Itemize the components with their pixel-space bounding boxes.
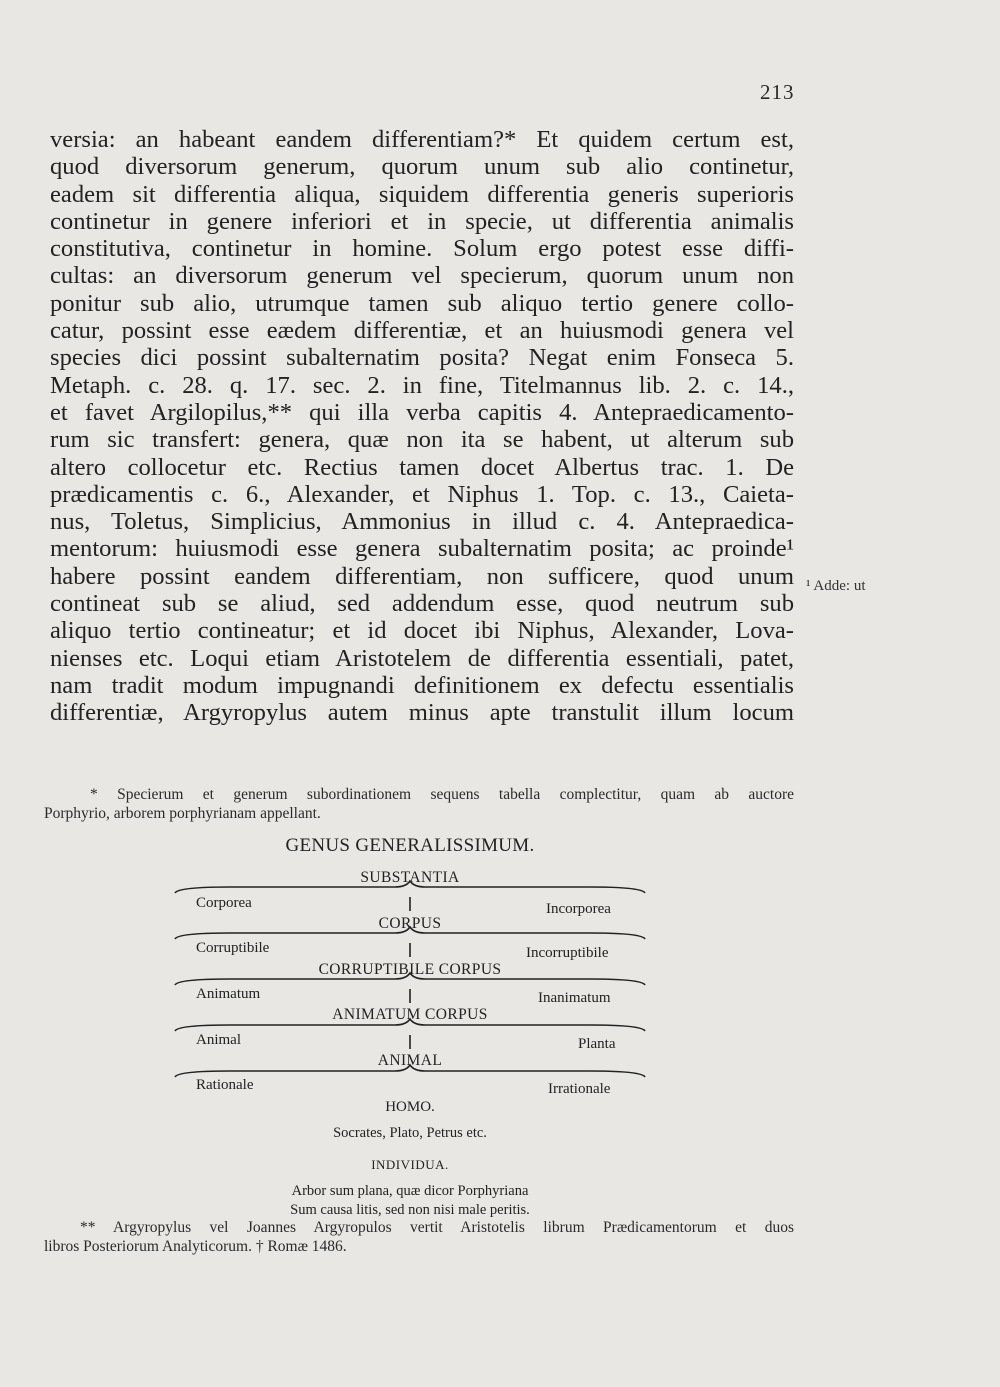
- text-line: cultas: an diversorum generum vel specierum, quorum unum non: [50, 262, 794, 290]
- tree-branch-right: Irrationale: [548, 1081, 611, 1097]
- tree-branch-right: Planta: [578, 1036, 616, 1052]
- text-line: aliquo tertio contineatur; et id docet ibi Niphus, Alexander, Lova-: [50, 617, 794, 645]
- text-line: differentiæ, Argyropylus autem minus apte transtulit illum locum: [50, 699, 794, 727]
- text-line: mentorum: huiusmodi esse genera subalternatim posita; ac proinde¹: [50, 535, 794, 563]
- tree-node: SUBSTANTIA: [360, 869, 460, 886]
- text-line: habere possint eandem differentiam, non sufficere, quod unum: [50, 562, 794, 590]
- text-line: nam tradit modum impugnandi definitionem ex defectu essentialis: [50, 671, 794, 699]
- text-line: altero collocetur etc. Rectius tamen docet Albertus trac. 1. De: [50, 453, 794, 481]
- footnote-line: Porphyrio, arborem porphyrianam appellant.: [44, 805, 321, 822]
- tree-node: ANIMATUM CORPUS: [332, 1006, 488, 1023]
- text-line: constitutiva, continetur in homine. Solum ergo potest esse diffi-: [50, 235, 794, 263]
- text-line: eadem sit differentia aliqua, siquidem differentia generis superioris: [50, 180, 794, 208]
- text-line: versia: an habeant eandem differentiam?* Et quidem certum est,: [50, 126, 794, 153]
- text-line: contineat sub se aliud, sed addendum esse, quod neutrum sub: [50, 590, 794, 618]
- footnote-2: [44, 1218, 794, 1256]
- verse-line: Arbor sum plana, quæ dicor Porphyriana: [291, 1183, 529, 1199]
- text-line: Metaph. c. 28. q. 17. sec. 2. in fine, Titelmannus lib. 2. c. 14.,: [50, 371, 794, 399]
- porphyrian-tree: [170, 835, 650, 1175]
- tree-branch-right: Incorporea: [546, 901, 611, 917]
- page-number: 213: [760, 80, 795, 104]
- tree-node: ANIMAL: [377, 1052, 443, 1069]
- tree-branch-left: Animal: [196, 1032, 241, 1048]
- tree-individua: INDIVIDUA.: [371, 1157, 449, 1172]
- text-line: species dici possint subalternatim posita? Negat enim Fonseca 5.: [50, 344, 794, 372]
- tree-examples: Socrates, Plato, Petrus etc.: [333, 1125, 487, 1141]
- footnote-line: ** Argyropylus vel Joannes Argyropulos vertit Aristotelis librum Prædicamentorum et duos: [80, 1219, 794, 1236]
- tree-node: CORRUPTIBILE CORPUS: [318, 961, 502, 978]
- text-line: continetur in genere inferiori et in specie, ut differentia animalis: [50, 207, 794, 235]
- text-line: ponitur sub alio, utrumque tamen sub aliquo tertio genere collo-: [50, 289, 794, 317]
- tree-branch-right: Incorruptibile: [526, 945, 609, 961]
- tree-branch-right: Inanimatum: [538, 990, 611, 1006]
- tree-branch-left: Corruptibile: [196, 940, 270, 956]
- footnote-line: * Specierum et generum subordinationem sequens tabella complectitur, quam ab auctore: [90, 786, 794, 803]
- verse-line: Sum causa litis, sed non nisi male peritis.: [290, 1202, 530, 1218]
- tree-node: CORPUS: [378, 915, 442, 932]
- margin-note: ¹ Adde: ut: [806, 578, 866, 594]
- main-text: [50, 126, 794, 727]
- tree-species: HOMO.: [385, 1099, 435, 1115]
- footnote-line: libros Posteriorum Analyticorum. † Romæ 1486.: [44, 1238, 347, 1255]
- tree-branch-left: Corporea: [196, 895, 252, 911]
- text-line: quod diversorum generum, quorum unum sub alio continetur,: [50, 153, 794, 181]
- tree-title: GENUS GENERALISSIMUM.: [285, 835, 535, 856]
- footnote-1: [44, 785, 794, 823]
- tree-branch-left: Animatum: [196, 986, 261, 1002]
- text-line: et favet Argilopilus,** qui illa verba capitis 4. Antepraedicamento-: [50, 398, 794, 426]
- text-line: rum sic transfert: genera, quæ non ita se habent, ut alterum sub: [50, 426, 794, 454]
- tree-branch-left: Rationale: [196, 1077, 254, 1093]
- text-line: prædicamentis c. 6., Alexander, et Niphus 1. Top. c. 13., Caieta-: [50, 480, 794, 508]
- text-line: nienses etc. Loqui etiam Aristotelem de differentia essentiali, patet,: [50, 644, 794, 672]
- text-line: nus, Toletus, Simplicius, Ammonius in illud c. 4. Antepraedica-: [50, 508, 794, 536]
- text-line: catur, possint esse eædem differentiæ, et an huiusmodi genera vel: [50, 317, 794, 345]
